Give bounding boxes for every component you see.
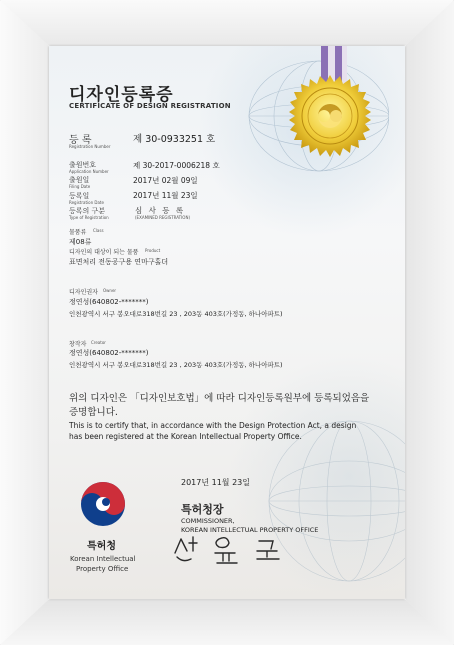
statement-ko-line2: 증명합니다. — [69, 407, 118, 418]
filing-date: 2017년 02월 09일 — [133, 176, 198, 185]
owner-name: 정연성(640802-*******) — [69, 298, 149, 306]
registration-label: 등 록 — [69, 135, 92, 146]
commissioner-en-line1: COMMISSIONER, — [181, 517, 235, 525]
registration-date-label: 등록일 — [69, 192, 90, 200]
registration-type-en: (EXAMINED REGISTRATION) — [135, 215, 191, 220]
product-value: 표면처리 전동공구용 연마구홀더 — [69, 258, 169, 266]
product-label: 디자인의 대상이 되는 물품 — [69, 249, 139, 256]
filing-date-label: 출원일 — [69, 176, 90, 184]
class-label-en: Class — [93, 228, 104, 233]
registration-type: 심 사 등 록 — [135, 206, 186, 215]
registration-date: 2017년 11월 23일 — [133, 191, 198, 200]
certificate-paper — [49, 46, 405, 599]
gold-seal-icon — [288, 74, 372, 158]
kipo-taegeuk-logo-icon — [79, 480, 127, 528]
certificate-subtitle: CERTIFICATE OF DESIGN REGISTRATION — [69, 102, 231, 110]
issue-date: 2017년 11월 23일 — [181, 478, 250, 487]
frame-bevel-right — [406, 0, 454, 645]
filing-date-label-en: Filing Date — [69, 184, 91, 189]
statement-en-line2: has been registered at the Korean Intellectual Property Office. — [69, 432, 302, 441]
creator-address: 인천광역시 서구 봉오대로318번길 23 , 203동 403호(가정동, 하나아파트) — [69, 361, 283, 369]
registration-label-en: Registration Number — [69, 144, 111, 149]
frame-bevel-top — [0, 0, 454, 45]
statement-ko-line1: 위의 디자인은 「디자인보호법」에 따라 디자인등록원부에 등록되었음을 — [69, 393, 370, 404]
registration-type-label-en: Type of Registration — [69, 215, 109, 220]
registration-type-label: 등록의 구분 — [69, 207, 106, 215]
office-name-en-line1: Korean Intellectual — [70, 555, 136, 563]
office-name-en-line2: Property Office — [76, 565, 129, 573]
class-label: 물품류 — [69, 229, 87, 236]
commissioner-signature — [167, 531, 307, 567]
registration-number: 제 30-0933251 호 — [133, 134, 216, 145]
owner-address: 인천광역시 서구 봉오대로318번길 23 , 203동 403호(가정동, 하나아파트) — [69, 310, 283, 318]
owner-label-en: Owner — [103, 288, 117, 293]
product-label-en: Product — [145, 248, 161, 253]
creator-label-en: Creator — [91, 340, 106, 345]
commissioner-en-line2: KOREAN INTELLECTUAL PROPERTY OFFICE — [181, 526, 319, 534]
office-name-ko: 특허청 — [87, 541, 116, 552]
class-value: 제08류 — [69, 238, 92, 246]
certificate-title: 디자인등록증 — [69, 85, 174, 105]
application-number: 제 30-2017-0006218 호 — [133, 161, 220, 170]
registration-date-label-en: Registration Date — [69, 200, 104, 205]
owner-label: 디자인권자 — [69, 289, 98, 296]
creator-label: 창작자 — [69, 341, 87, 348]
frame-bevel-left — [0, 0, 48, 645]
application-label-en: Application Number — [69, 169, 109, 174]
creator-name: 정연성(640802-*******) — [69, 349, 149, 357]
application-label: 출원번호 — [69, 161, 97, 169]
commissioner-title: 특허청장 — [181, 503, 224, 516]
frame-bevel-bottom — [0, 600, 454, 645]
statement-en-line1: This is to certify that, in accordance with the Design Protection Act, a design — [69, 421, 357, 430]
